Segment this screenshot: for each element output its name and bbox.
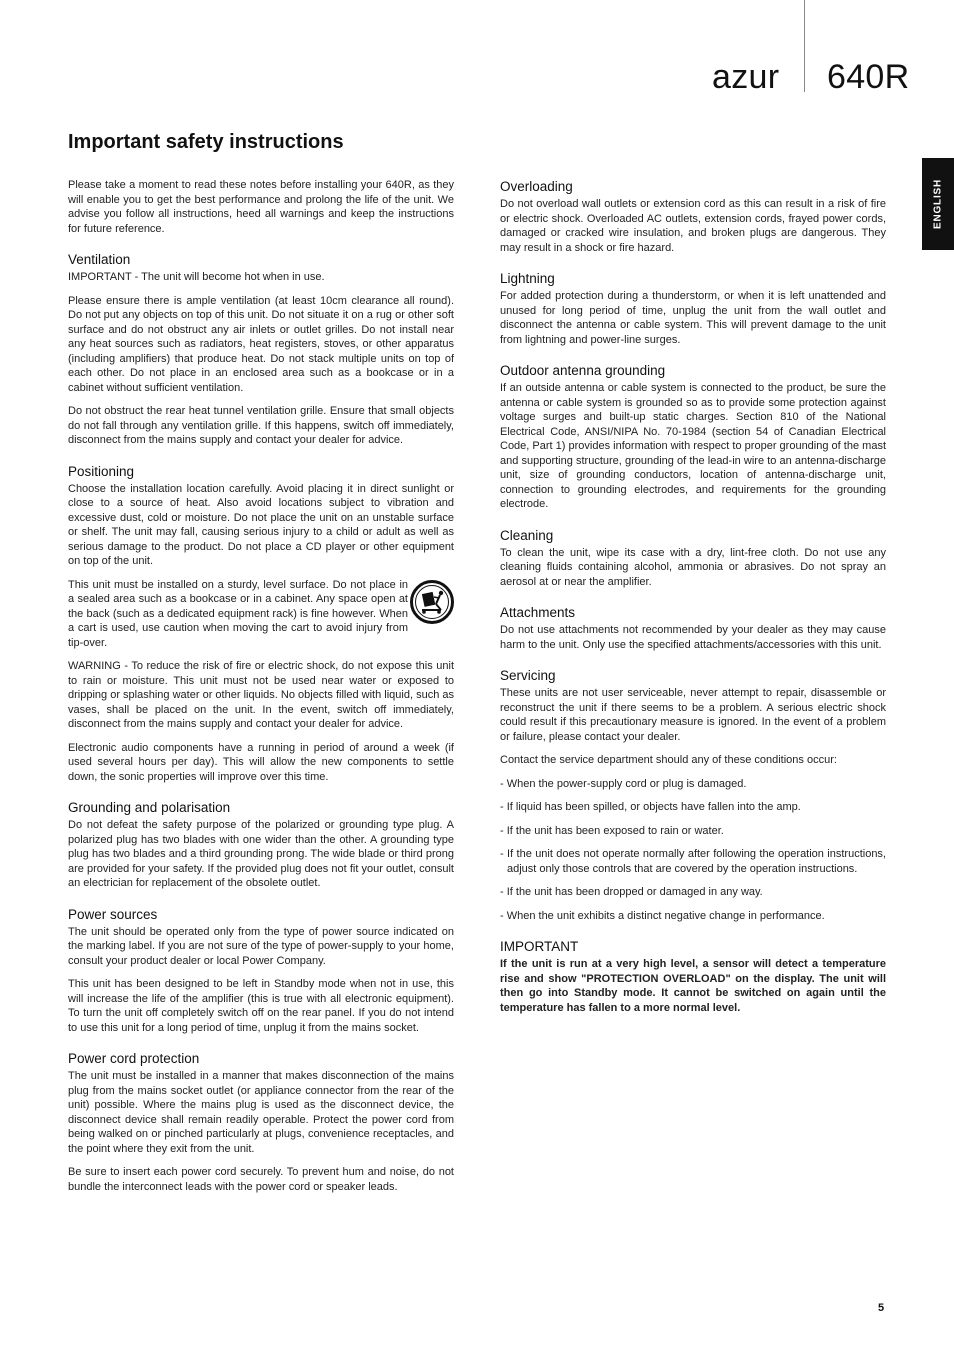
important-section <box>500 938 886 1015</box>
important-notice: If the unit is run at a very high level, a sensor will detect a temperature rise and show "PROTECTION OVERLOAD" on the display. The unit will then go into Standby mode. It cannot be switched on again until the temperature has fallen to a more normal level. <box>500 958 886 1014</box>
outdoor-antenna-section <box>500 362 886 512</box>
brand-divider <box>804 0 805 92</box>
section-heading: Lightning <box>500 271 555 286</box>
intro-paragraph: Please take a moment to read these notes before installing your 640R, as they will enable you to get the best performance and prolong the life of the unit. We advise you follow all instructions, heed all warnings and keep the instructions for future reference. <box>68 179 454 235</box>
list-item: - If liquid has been spilled, or objects have fallen into the amp. <box>500 801 801 813</box>
brand-model: 640R <box>827 58 910 96</box>
paragraph: If an outside antenna or cable system is connected to the product, be sure the antenna or cable system is grounded so as to provide some protection against voltage surges and built-up static charges. Section 810 of the National Electrical Code, ANSI/NIPA No. 70-1984 (section 54 of Canadian Electrical Code, Part 1) provides information with respect to proper grounding of the mast and supporting structure, grounding of the lead-in wire to an antenna-discharge unit, size of grounding conductors, location of antenna-discharge unit, connection to grounding electrodes, and requirements for the grounding electrode. <box>500 382 886 510</box>
paragraph: Do not defeat the safety purpose of the polarized or grounding type plug. A polarized plug has two blades with one wider than the other. A grounding type plug has two blades and a third grounding prong. The wide blade or third prong are provided for your safety. If the provided plug does not fit your outlet, consult an electrician for replacement of the obsolete outlet. <box>68 819 454 889</box>
paragraph: Contact the service department should any of these conditions occur: <box>500 754 837 766</box>
lightning-section <box>500 270 886 347</box>
section-heading: Positioning <box>68 463 135 479</box>
cart-warning-block <box>68 578 454 651</box>
paragraph: These units are not user serviceable, never attempt to repair, disassemble or reconstruct the unit if there seems to be a problem. A serious electric shock could result if this precautionary measure is ignored. In the event of a problem or failure, please contact your dealer. <box>500 687 886 743</box>
positioning-section <box>68 463 454 785</box>
section-heading: Grounding and polarisation <box>68 800 231 815</box>
section-heading: Cleaning <box>500 527 554 543</box>
cart-tip-over-warning-icon <box>410 580 454 624</box>
list-item: - If the unit does not operate normally after following the operation instructions, adjust only those controls that are covered by the operation instructions. <box>500 848 886 875</box>
page-number: 5 <box>878 1302 885 1314</box>
paragraph: Do not obstruct the rear heat tunnel ventilation grille. Ensure that small objects do not fall through any ventilation grille. If this happens, switch off immediately, disconnect from the mains supply and contact your dealer for advice. <box>68 405 454 446</box>
language-tab-label: ENGLISH <box>932 178 944 230</box>
paragraph: For added protection during a thunderstorm, or when it is left unattended and unused for long period of time, unplug the unit from the wall outlet and disconnect the antenna or cable system. This will prevent damage to the unit from lightning and power-line surges. <box>500 290 886 346</box>
brand-series: azur <box>712 58 780 96</box>
ventilation-section <box>68 251 454 448</box>
paragraph: WARNING - To reduce the risk of fire or electric shock, do not expose this unit to rain or moisture. This unit must not be used near water or exposed to dripping or splashing water or other liquids. No objects filled with liquid, such as vases, shall be placed on the unit. In the event, switch off immediately, disconnect from the mains supply and contact your dealer for advice. <box>68 660 454 730</box>
paragraph: Please ensure there is ample ventilation (at least 10cm clearance all round). Do not put any objects on top of this unit. Do not situate it on a rug or other soft surface and do not obstruct any air inlets or outlet grilles. Do not install near any heat sources such as radiators, heat registers, stoves, or other apparatus (including amplifiers) that produce heat. Do not stack multiple units on top of each other. Do not place in an enclosed area such as a bookcase or in a cabinet without sufficient ventilation. <box>68 294 454 394</box>
section-heading: Outdoor antenna grounding <box>500 363 666 378</box>
left-column <box>68 178 454 1209</box>
paragraph: IMPORTANT - The unit will become hot when in use. <box>68 271 325 283</box>
list-item: - When the power-supply cord or plug is damaged. <box>500 777 747 790</box>
paragraph: This unit must be installed on a sturdy, level surface. Do not place in a sealed area such as a bookcase or in a cabinet. Any space open at the back (such as a dedicated equipment rack) is fine however. When a cart is used, use caution when moving the cart to avoid injury from tip-over. <box>68 578 408 649</box>
section-heading: Overloading <box>500 179 573 194</box>
section-heading: Ventilation <box>68 252 131 267</box>
section-heading: Servicing <box>500 668 556 683</box>
section-heading: Attachments <box>500 605 576 620</box>
servicing-section <box>500 667 886 923</box>
paragraph: The unit must be installed in a manner that makes disconnection of the mains plug from the mains socket outlet (or appliance connector from the rear of the unit) possible. Where the mains plug is used as the disconnect device, the disconnect device shall remain readily operable. Protect the power cord from being walked on or pinched particularly at plugs, convenience receptacles, and the point where they exit from the unit. <box>68 1070 454 1155</box>
paragraph: To clean the unit, wipe its case with a dry, lint-free cloth. Do not use any cleaning fluids containing alcohol, ammonia or abrasives. Do not spray an aerosol at or near the amplifier. <box>500 546 886 588</box>
list-item: - When the unit exhibits a distinct negative change in performance. <box>500 909 825 922</box>
power-sources-section <box>68 906 454 1036</box>
paragraph: Do not overload wall outlets or extension cord as this can result in a risk of fire or electric shock. Overloaded AC outlets, extension cords, frayed power cords, damaged or cracked wire insulation, and broken plugs are dangerous. They may result in a shock or fire hazard. <box>500 198 886 254</box>
cleaning-section <box>500 527 886 590</box>
paragraph: Do not use attachments not recommended by your dealer as they may cause harm to the unit. Only use the specified attachments/accessories with this unit. <box>500 624 886 651</box>
language-tab <box>922 158 954 250</box>
paragraph: This unit has been designed to be left in Standby mode when not in use, this will increase the life of the amplifier (this is true with all electronic equipment). To turn the unit off completely switch off on the rear panel. If you do not intend to use this unit for a long period of time, unplug it from the mains socket. <box>68 978 454 1034</box>
page-title: Important safety instructions <box>68 131 344 153</box>
power-cord-section <box>68 1050 454 1194</box>
section-heading: IMPORTANT <box>500 939 579 954</box>
grounding-section <box>68 799 454 891</box>
paragraph: The unit should be operated only from the type of power source indicated on the marking label. If you are not sure of the type of power-supply to your home, consult your product dealer or local Power Company. <box>68 925 454 967</box>
overloading-section <box>500 178 886 255</box>
attachments-section <box>500 604 886 652</box>
section-heading: Power sources <box>68 906 158 922</box>
intro-section <box>68 178 454 236</box>
paragraph: Electronic audio components have a running in period of around a week (if used several hours per day). This will allow the new components to settle down, the sonic properties will improve over this time. <box>68 741 454 783</box>
section-heading: Power cord protection <box>68 1051 200 1066</box>
list-item: - If the unit has been dropped or damaged in any way. <box>500 886 763 898</box>
paragraph: Be sure to insert each power cord securely. To prevent hum and noise, do not bundle the interconnect leads with the power cord or speaker leads. <box>68 1166 454 1193</box>
list-item: - If the unit has been exposed to rain or water. <box>500 824 724 837</box>
right-column <box>500 178 886 1030</box>
paragraph: Choose the installation location carefully. Avoid placing it in direct sunlight or close to a source of heat. Also avoid locations subject to vibration and excessive dust, cold or moisture. Do not place the unit on an unstable surface or shelf. The unit may fall, causing serious injury to a child or adult as well as serious damage to the product. Do not place a CD player or other equipment on top of the unit. <box>68 482 454 567</box>
